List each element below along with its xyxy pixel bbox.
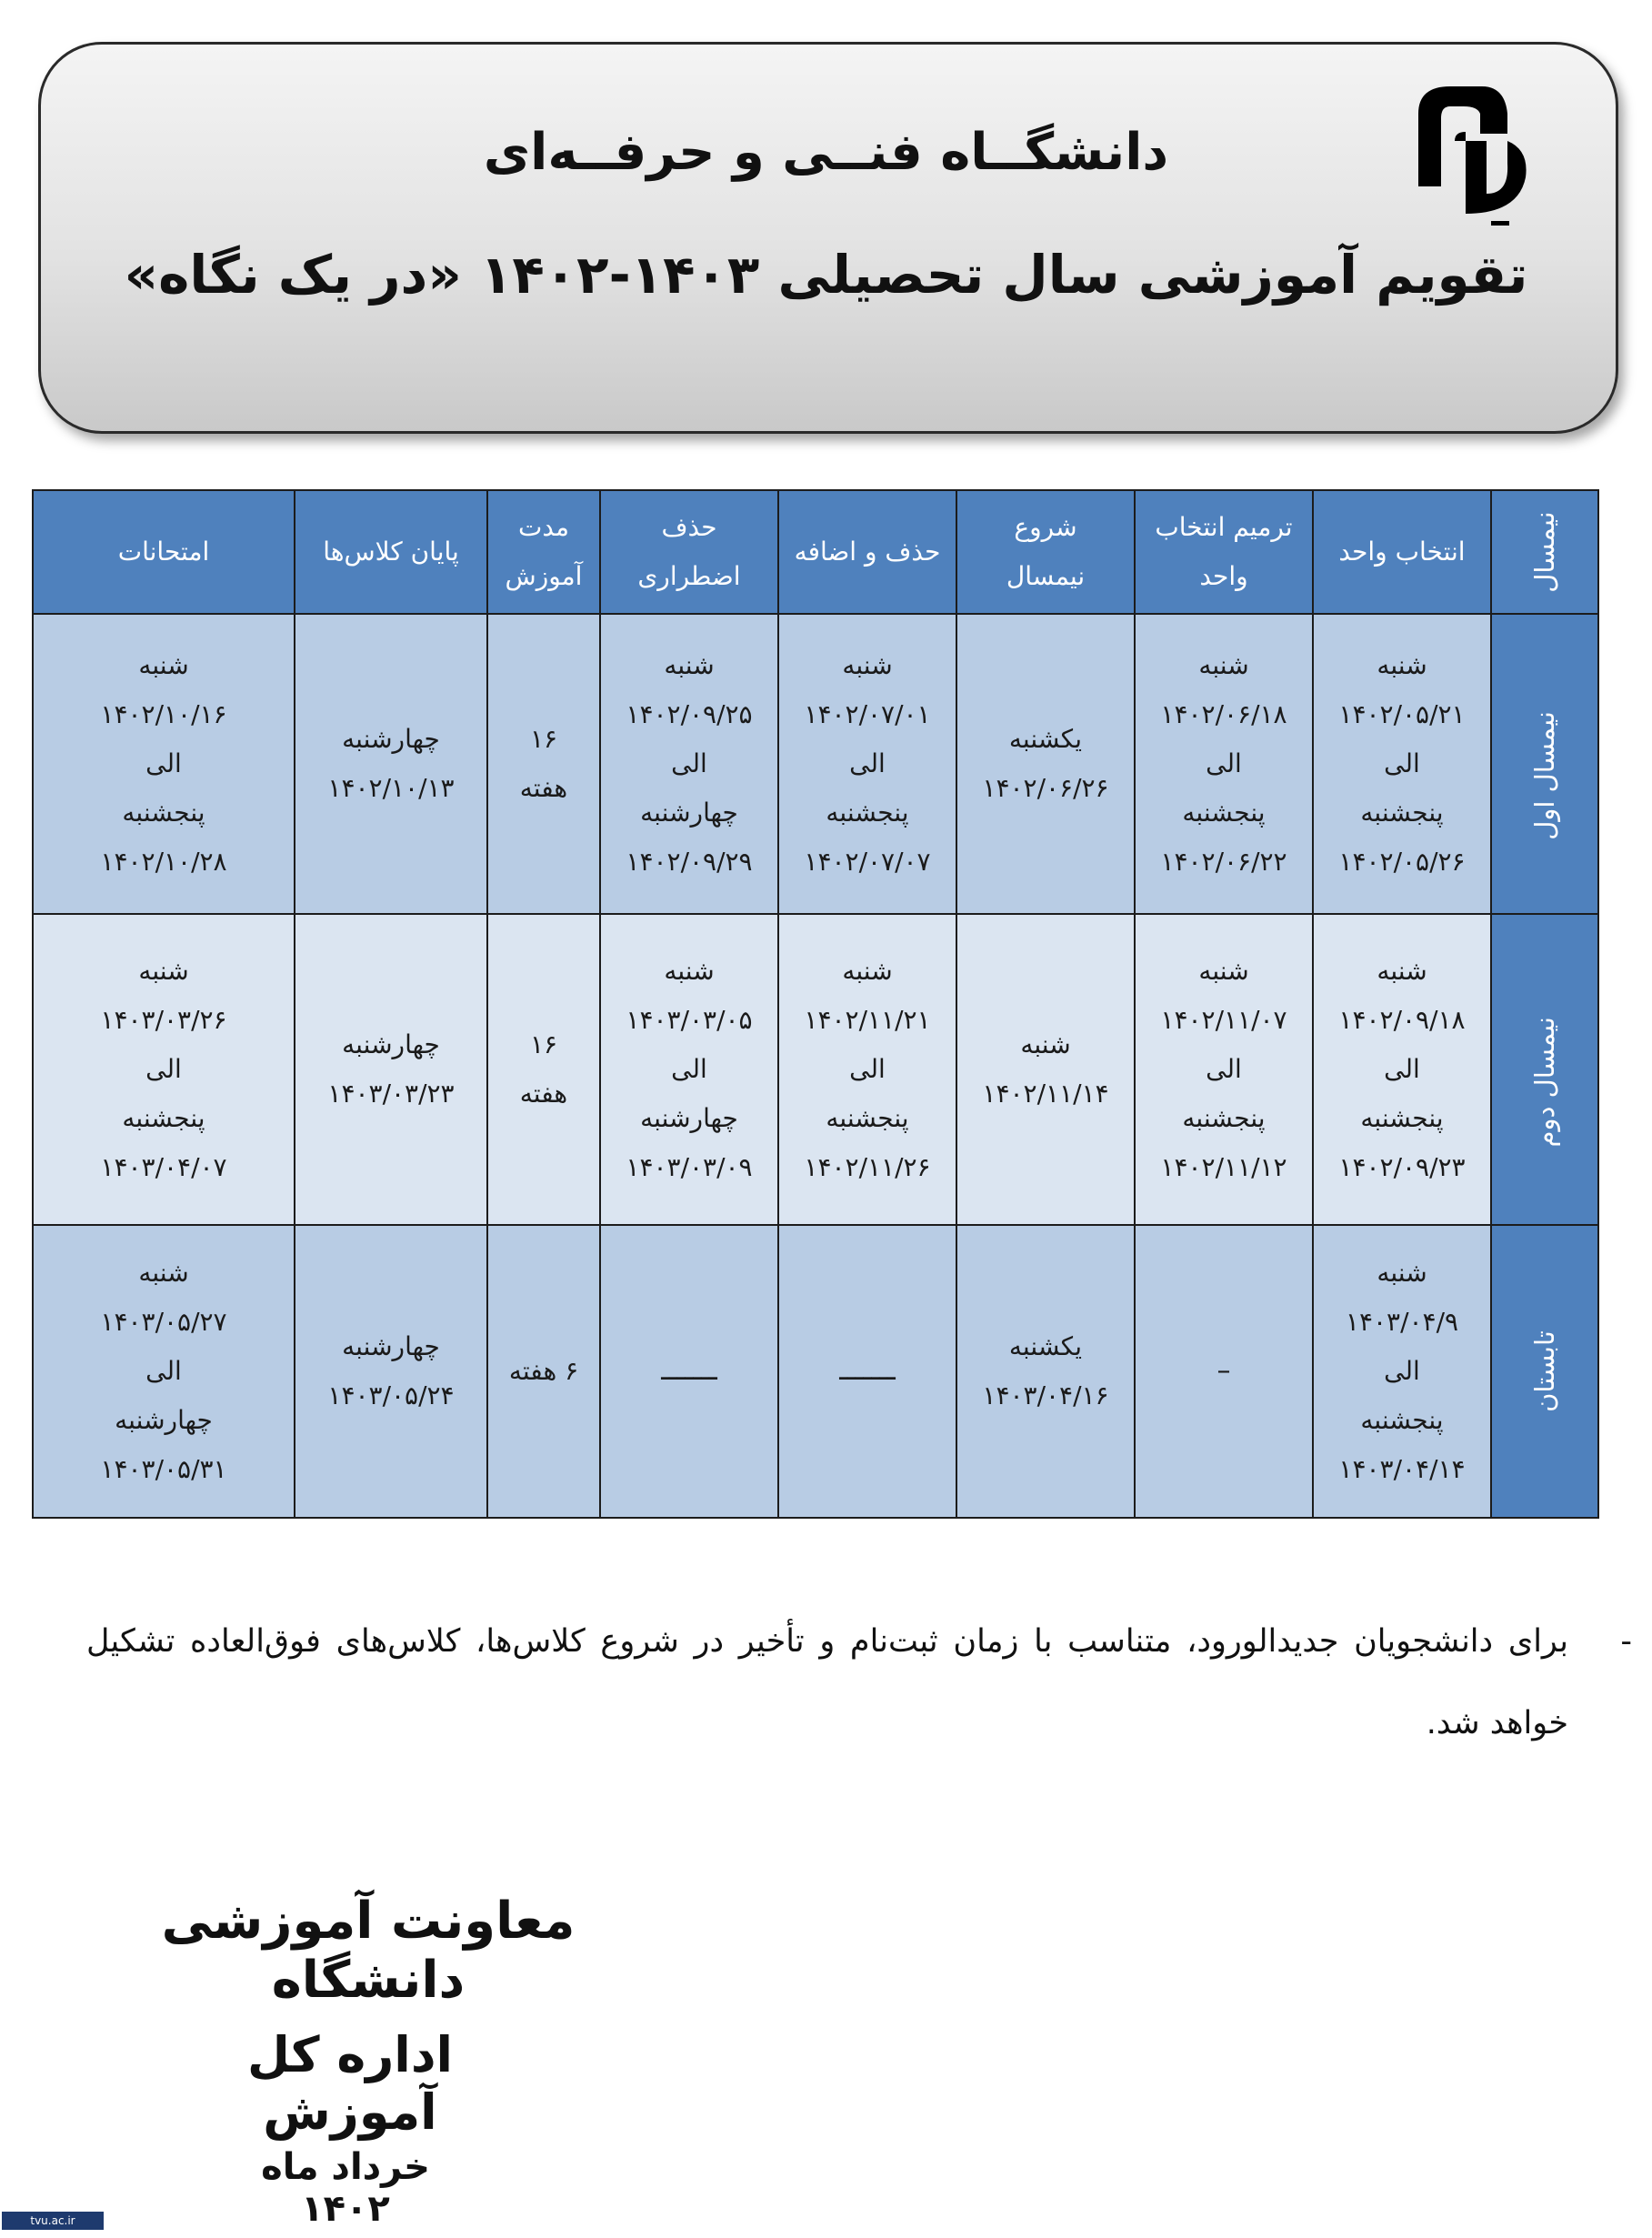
emergency-drop-cell: ـــــــ: [600, 1225, 778, 1518]
semester-label: تابستان: [1491, 1225, 1598, 1518]
duration-cell: ۶ هفته: [487, 1225, 600, 1518]
exams-cell: شنبه ۱۴۰۳/۰۵/۲۷ الی چهارشنبه ۱۴۰۳/۰۵/۳۱: [33, 1225, 295, 1518]
emergency-drop-cell: شنبه ۱۴۰۳/۰۳/۰۵ الی چهارشنبه ۱۴۰۳/۰۳/۰۹: [600, 914, 778, 1225]
add-drop-cell: شنبه ۱۴۰۲/۱۱/۲۱ الی پنجشنبه ۱۴۰۲/۱۱/۲۶: [778, 914, 956, 1225]
semester-start-cell: یکشنبه ۱۴۰۲/۰۶/۲۶: [956, 614, 1135, 914]
revision-cell: شنبه ۱۴۰۲/۰۶/۱۸ الی پنجشنبه ۱۴۰۲/۰۶/۲۲: [1135, 614, 1313, 914]
add-drop-cell: شنبه ۱۴۰۲/۰۷/۰۱ الی پنجشنبه ۱۴۰۲/۰۷/۰۷: [778, 614, 956, 914]
revision-cell: –: [1135, 1225, 1313, 1518]
duration-cell: ۱۶ هفته: [487, 914, 600, 1225]
note-text: برای دانشجویان جدیدالورود، متناسب با زمان ثبت‌نام و تأخیر در شروع کلاس‌ها، کلاس‌های فوق‌العاده تشکیل خواهد شد.: [86, 1623, 1568, 1741]
revision-cell: شنبه ۱۴۰۲/۱۱/۰۷ الی پنجشنبه ۱۴۰۲/۱۱/۱۲: [1135, 914, 1313, 1225]
semester-label: نیمسال اول: [1491, 614, 1598, 914]
header-exams: امتحانات: [33, 490, 295, 614]
table-header-row: [33, 490, 1598, 614]
university-name: دانشگــاه فنــی و حرفــه‌ای: [483, 123, 1169, 182]
header-duration: مدت آموزش: [487, 490, 600, 614]
header-emergency-drop: حذف اضطراری: [600, 490, 778, 614]
academic-calendar-table: [32, 489, 1599, 1519]
signature-date: خرداد ماه ۱۴۰۲: [261, 2146, 430, 2230]
course-selection-cell: شنبه ۱۴۰۳/۰۴/۹ الی پنجشنبه ۱۴۰۳/۰۴/۱۴: [1313, 1225, 1491, 1518]
add-drop-cell: ـــــــ: [778, 1225, 956, 1518]
site-watermark: tvu.ac.ir: [2, 2212, 104, 2230]
title-banner: [38, 42, 1618, 434]
classes-end-cell: چهارشنبه ۱۴۰۲/۱۰/۱۳: [295, 614, 487, 914]
signature-deputy: معاونت آموزشی دانشگاه: [161, 1892, 576, 2010]
emergency-drop-cell: شنبه ۱۴۰۲/۰۹/۲۵ الی چهارشنبه ۱۴۰۲/۰۹/۲۹: [600, 614, 778, 914]
course-selection-cell: شنبه ۱۴۰۲/۰۵/۲۱ الی پنجشنبه ۱۴۰۲/۰۵/۲۶: [1313, 614, 1491, 914]
course-selection-cell: شنبه ۱۴۰۲/۰۹/۱۸ الی پنجشنبه ۱۴۰۲/۰۹/۲۳: [1313, 914, 1491, 1225]
note-bullet: -: [1620, 1623, 1632, 1660]
header-course-selection: انتخاب واحد: [1313, 490, 1491, 614]
new-students-note: [86, 1601, 1632, 1764]
semester-start-cell: یکشنبه ۱۴۰۳/۰۴/۱۶: [956, 1225, 1135, 1518]
table-row-summer: [33, 1225, 1598, 1518]
signature-office: اداره کل آموزش: [246, 2026, 454, 2141]
header-classes-end: پایان کلاس‌ها: [295, 490, 487, 614]
duration-cell: ۱۶ هفته: [487, 614, 600, 914]
exams-cell: شنبه ۱۴۰۳/۰۳/۲۶ الی پنجشنبه ۱۴۰۳/۰۴/۰۷: [33, 914, 295, 1225]
header-semester-start: شروع نیمسال: [956, 490, 1135, 614]
classes-end-cell: چهارشنبه ۱۴۰۳/۰۵/۲۴: [295, 1225, 487, 1518]
classes-end-cell: چهارشنبه ۱۴۰۳/۰۳/۲۳: [295, 914, 487, 1225]
table-row-second-semester: [33, 914, 1598, 1225]
header-add-drop: حذف و اضافه: [778, 490, 956, 614]
semester-label: نیمسال دوم: [1491, 914, 1598, 1225]
header-revision: ترمیم انتخاب واحد: [1135, 490, 1313, 614]
header-semester: نیمسال: [1491, 490, 1598, 614]
table-row-first-semester: [33, 614, 1598, 914]
exams-cell: شنبه ۱۴۰۲/۱۰/۱۶ الی پنجشنبه ۱۴۰۲/۱۰/۲۸: [33, 614, 295, 914]
calendar-title: تقویم آموزشی سال تحصیلی ۱۴۰۳-۱۴۰۲ «در یک نگاه»: [124, 244, 1528, 306]
semester-start-cell: شنبه ۱۴۰۲/۱۱/۱۴: [956, 914, 1135, 1225]
